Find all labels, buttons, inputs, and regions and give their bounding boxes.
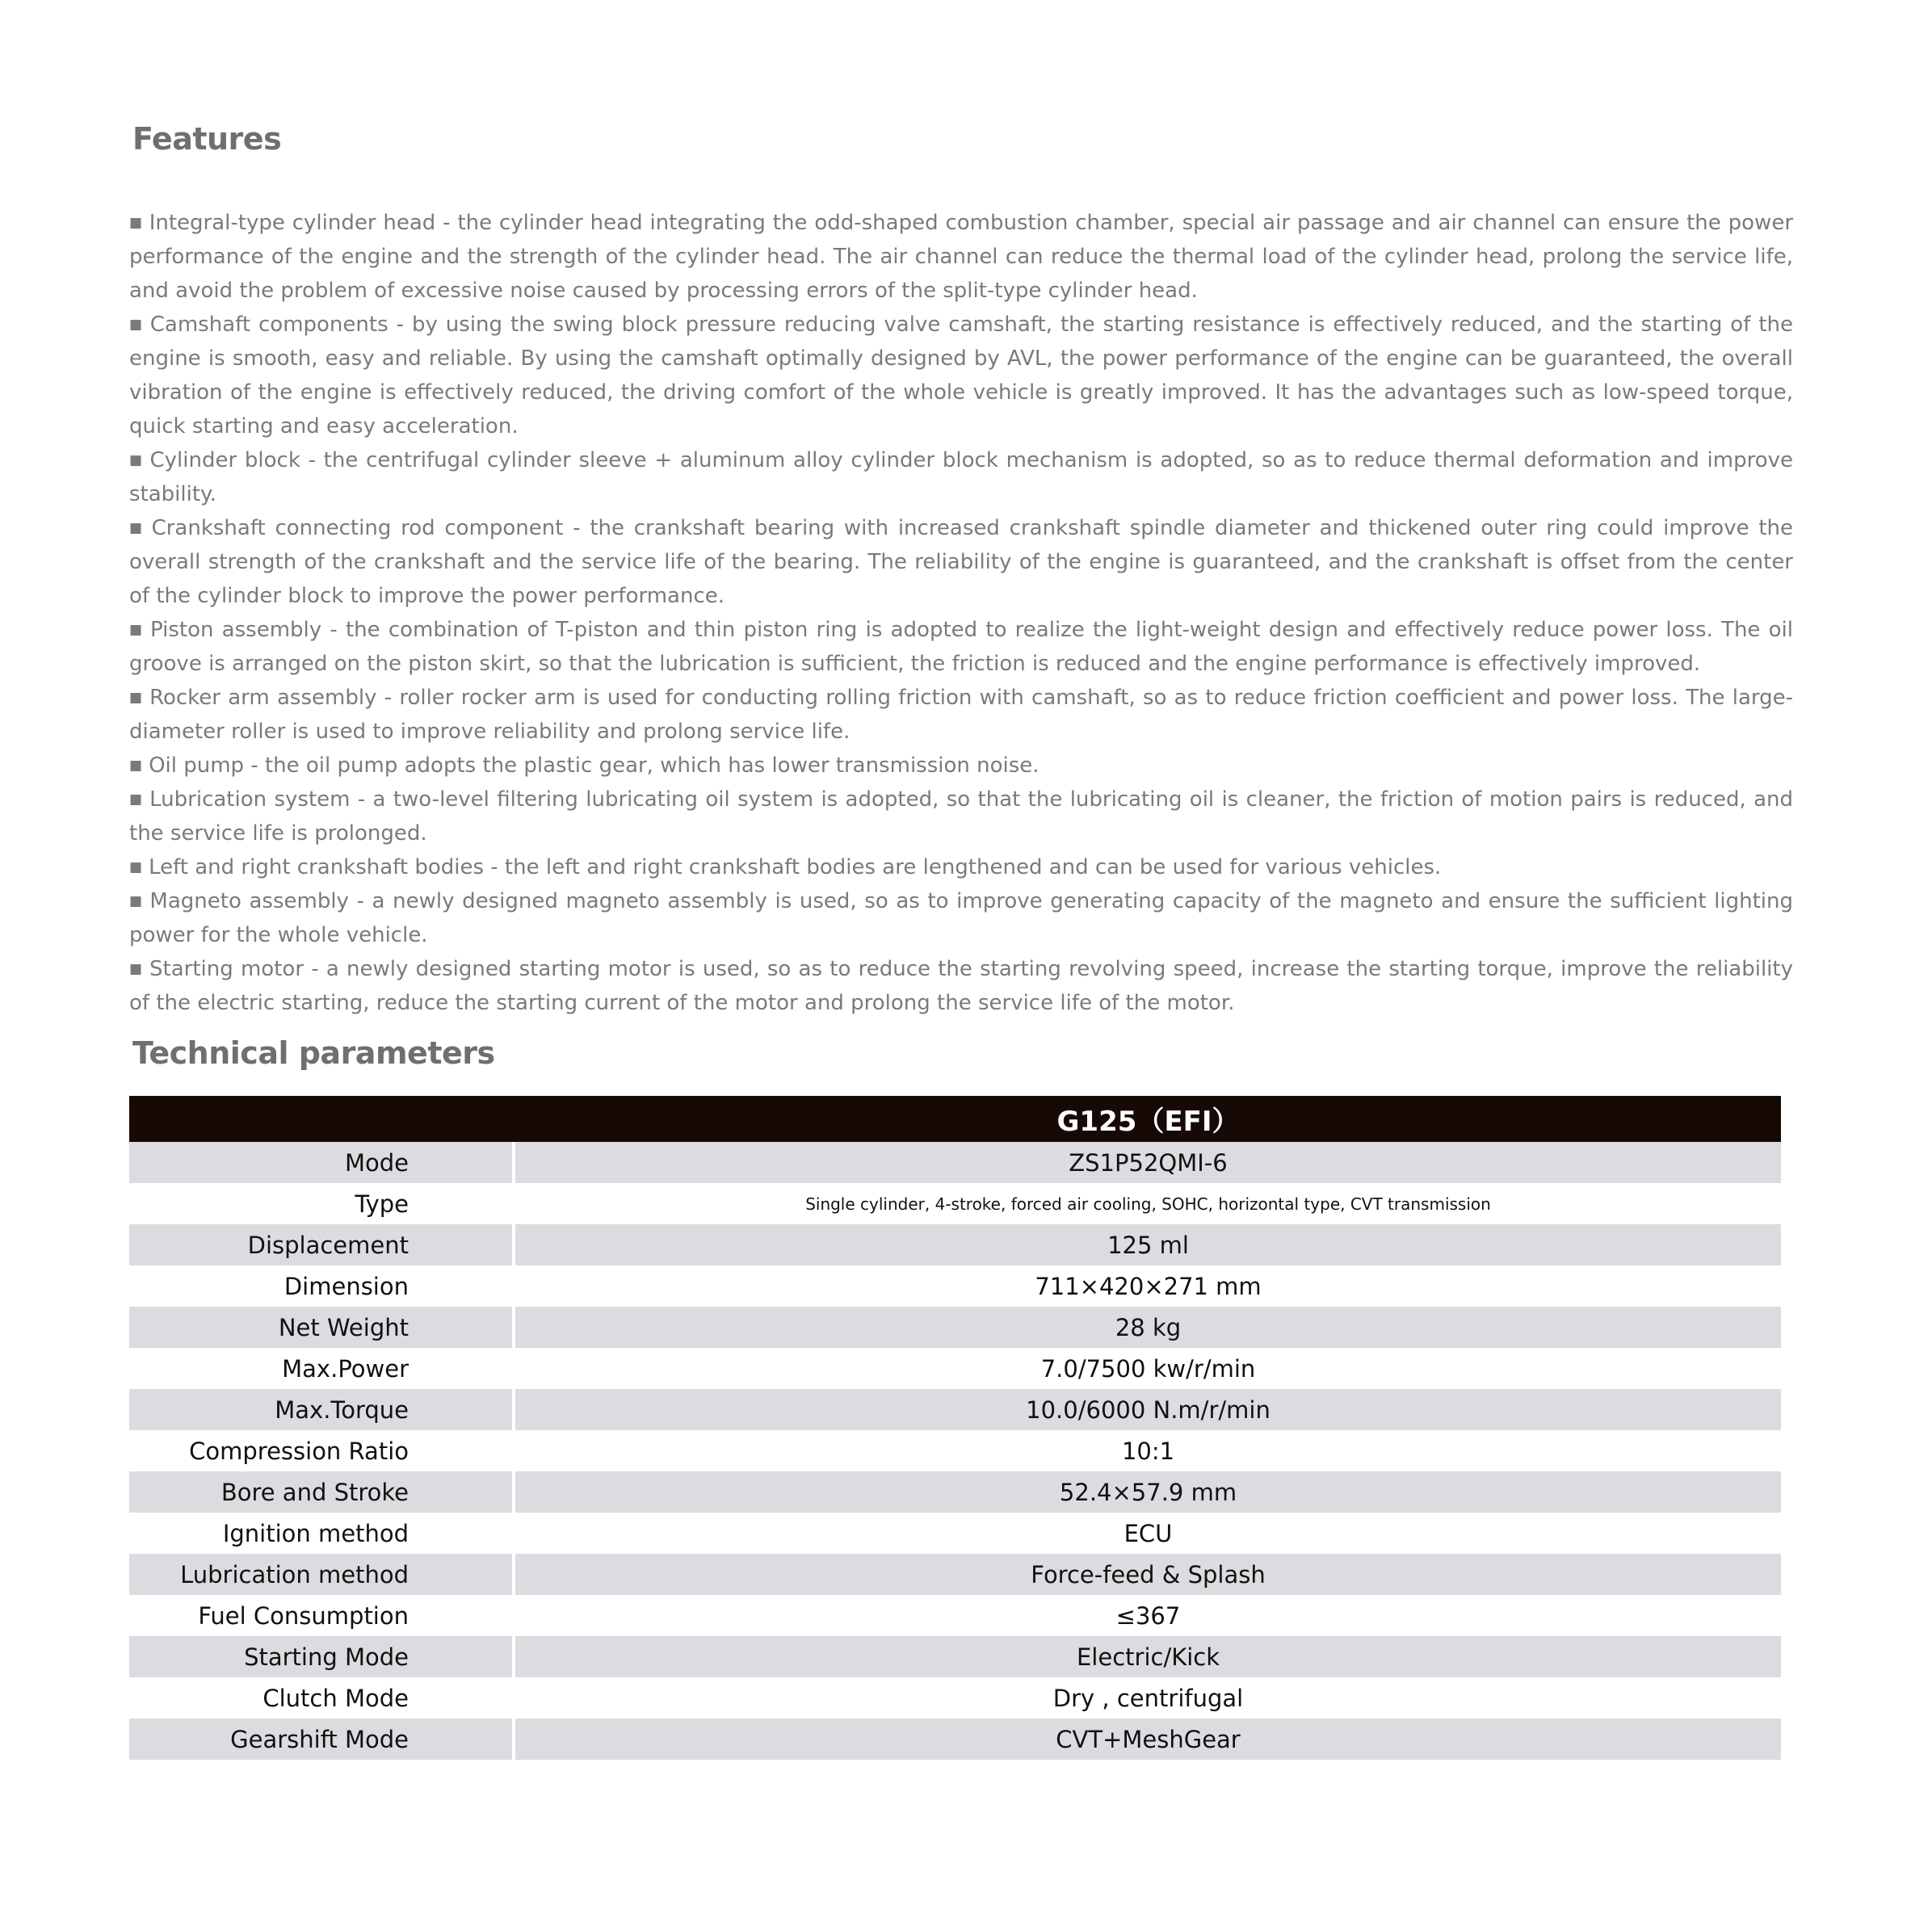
row-value: 711×420×271 mm xyxy=(1035,1272,1262,1300)
spec-header-row xyxy=(129,1096,1781,1142)
table-row xyxy=(129,1554,1781,1595)
row-value: Dry , centrifugal xyxy=(1052,1684,1244,1712)
feature-item xyxy=(129,206,1793,308)
table-row xyxy=(129,1348,1781,1389)
feature-item xyxy=(129,511,1793,613)
row-label: Compression Ratio xyxy=(189,1437,409,1465)
feature-text: Left and right crankshaft bodies - the left and right crankshaft bodies are lengthened and can be used for various vehicles. xyxy=(149,855,1442,879)
bullet-icon: ■ xyxy=(129,215,143,231)
bullet-icon: ■ xyxy=(129,758,143,774)
row-label: Type xyxy=(355,1190,409,1218)
feature-item xyxy=(129,884,1793,952)
feature-text: Cylinder block - the centrifugal cylinder sleeve + aluminum alloy cylinder block mechanism is adopted, so as to reduce thermal deformation and improve stability. xyxy=(129,448,1793,506)
row-label: Max.Power xyxy=(282,1354,409,1383)
row-value: 10:1 xyxy=(1121,1437,1175,1465)
table-row xyxy=(129,1719,1781,1760)
feature-text: Rocker arm assembly - roller rocker arm is used for conducting rolling friction with camshaft, so as to reduce friction coefficient and power loss. The large-diameter roller is used to improve reliability and prolong service life. xyxy=(129,686,1794,744)
feature-text: Lubrication system - a two-level filtering lubricating oil system is adopted, so that the lubricating oil is cleaner, the friction of motion pairs is reduced, and the service life is prolonged. xyxy=(129,787,1794,846)
table-row xyxy=(129,1430,1781,1471)
table-row xyxy=(129,1307,1781,1348)
feature-text: Piston assembly - the combination of T-piston and thin piston ring is adopted to realize the light-weight design and effectively reduce power loss. The oil groove is arranged on the piston skirt, so that the lubrication is sufficient, the friction is reduced and the engine performance is effectively improved. xyxy=(129,618,1793,676)
feature-item xyxy=(129,443,1793,511)
bullet-icon: ■ xyxy=(129,859,143,875)
table-row xyxy=(129,1389,1781,1430)
row-value: CVT+MeshGear xyxy=(515,1719,1781,1760)
technical-parameters-heading: Technical parameters xyxy=(132,1035,495,1071)
bullet-icon: ■ xyxy=(129,317,144,333)
table-row xyxy=(129,1595,1781,1636)
row-value: ≤367 xyxy=(1115,1601,1181,1630)
bullet-icon: ■ xyxy=(129,452,144,468)
row-label: Fuel Consumption xyxy=(198,1601,409,1630)
spec-table xyxy=(129,1096,1781,1760)
feature-item xyxy=(129,952,1793,1020)
table-row xyxy=(129,1183,1781,1224)
row-value: Force-feed & Splash xyxy=(515,1554,1781,1595)
feature-item xyxy=(129,308,1793,443)
row-label: Lubrication method xyxy=(129,1554,512,1595)
feature-item xyxy=(129,783,1793,850)
feature-text: Starting motor - a newly designed starting motor is used, so as to reduce the starting revolving speed, increase the starting torque, improve the reliability of the electric starting, reduce the starting current of the motor and prolong the service life of the motor. xyxy=(129,957,1793,1015)
features-list xyxy=(129,206,1793,1020)
table-row xyxy=(129,1471,1781,1513)
model-header xyxy=(129,1096,1781,1142)
row-value: ZS1P52QMI-6 xyxy=(515,1142,1781,1183)
feature-item xyxy=(129,850,1793,884)
row-label: Net Weight xyxy=(129,1307,512,1348)
bullet-icon: ■ xyxy=(129,520,145,536)
feature-item xyxy=(129,613,1793,681)
features-heading: Features xyxy=(132,121,282,157)
table-row xyxy=(129,1265,1781,1307)
feature-item xyxy=(129,681,1793,749)
bullet-icon: ■ xyxy=(129,622,145,638)
feature-text: Oil pump - the oil pump adopts the plastic gear, which has lower transmission noise. xyxy=(149,753,1040,778)
model-name: G125（EFI） xyxy=(1056,1106,1240,1138)
table-row xyxy=(129,1224,1781,1265)
row-label: Dimension xyxy=(284,1272,409,1300)
row-value: 7.0/7500 kw/r/min xyxy=(1040,1354,1256,1383)
table-row xyxy=(129,1513,1781,1554)
row-value: Electric/Kick xyxy=(515,1636,1781,1677)
row-label: Ignition method xyxy=(222,1519,409,1547)
row-label: Bore and Stroke xyxy=(129,1471,512,1513)
row-value: 10.0/6000 N.m/r/min xyxy=(515,1389,1781,1430)
bullet-icon: ■ xyxy=(129,791,144,808)
feature-text: Crankshaft connecting rod component - the crankshaft bearing with increased crankshaft spindle diameter and thickened outer ring could improve the overall strength of the crankshaft and the service life of the bearing. The reliability of the engine is guaranteed, and the crankshaft is offset from the center of the cylinder block to improve the power performance. xyxy=(129,516,1794,608)
bullet-icon: ■ xyxy=(129,690,144,706)
feature-text: Camshaft components - by using the swing block pressure reducing valve camshaft, the starting resistance is effectively reduced, and the starting of the engine is smooth, easy and reliable. By using the camshaft optimally designed by AVL, the power performance of the engine can be guaranteed, the overall vibration of the engine is effectively reduced, the driving comfort of the whole vehicle is greatly improved. It has the advantages such as low-speed torque, quick starting and easy acceleration. xyxy=(129,313,1793,439)
row-label: Starting Mode xyxy=(129,1636,512,1677)
row-value: 52.4×57.9 mm xyxy=(515,1471,1781,1513)
row-value: ECU xyxy=(1124,1519,1173,1547)
row-value: 28 kg xyxy=(515,1307,1781,1348)
feature-text: Integral-type cylinder head - the cylinder head integrating the odd-shaped combustion chamber, special air passage and air channel can ensure the power performance of the engine and the strength of the cylinder head. The air channel can reduce the thermal load of the cylinder head, prolong the service life, and avoid the problem of excessive noise caused by processing errors of the split-type cylinder head. xyxy=(129,211,1794,303)
row-label: Clutch Mode xyxy=(262,1684,409,1712)
row-value: Single cylinder, 4-stroke, forced air cooling, SOHC, horizontal type, CVT transmission xyxy=(805,1194,1491,1214)
row-label: Max.Torque xyxy=(129,1389,512,1430)
row-label: Mode xyxy=(129,1142,512,1183)
table-row xyxy=(129,1636,1781,1677)
table-row xyxy=(129,1142,1781,1183)
feature-item xyxy=(129,749,1793,783)
row-value: 125 ml xyxy=(515,1224,1781,1265)
row-label: Gearshift Mode xyxy=(129,1719,512,1760)
bullet-icon: ■ xyxy=(129,961,144,977)
table-row xyxy=(129,1677,1781,1719)
feature-text: Magneto assembly - a newly designed magneto assembly is used, so as to improve generating capacity of the magneto and ensure the sufficient lighting power for the whole vehicle. xyxy=(129,889,1793,947)
bullet-icon: ■ xyxy=(129,893,144,909)
row-label: Displacement xyxy=(129,1224,512,1265)
